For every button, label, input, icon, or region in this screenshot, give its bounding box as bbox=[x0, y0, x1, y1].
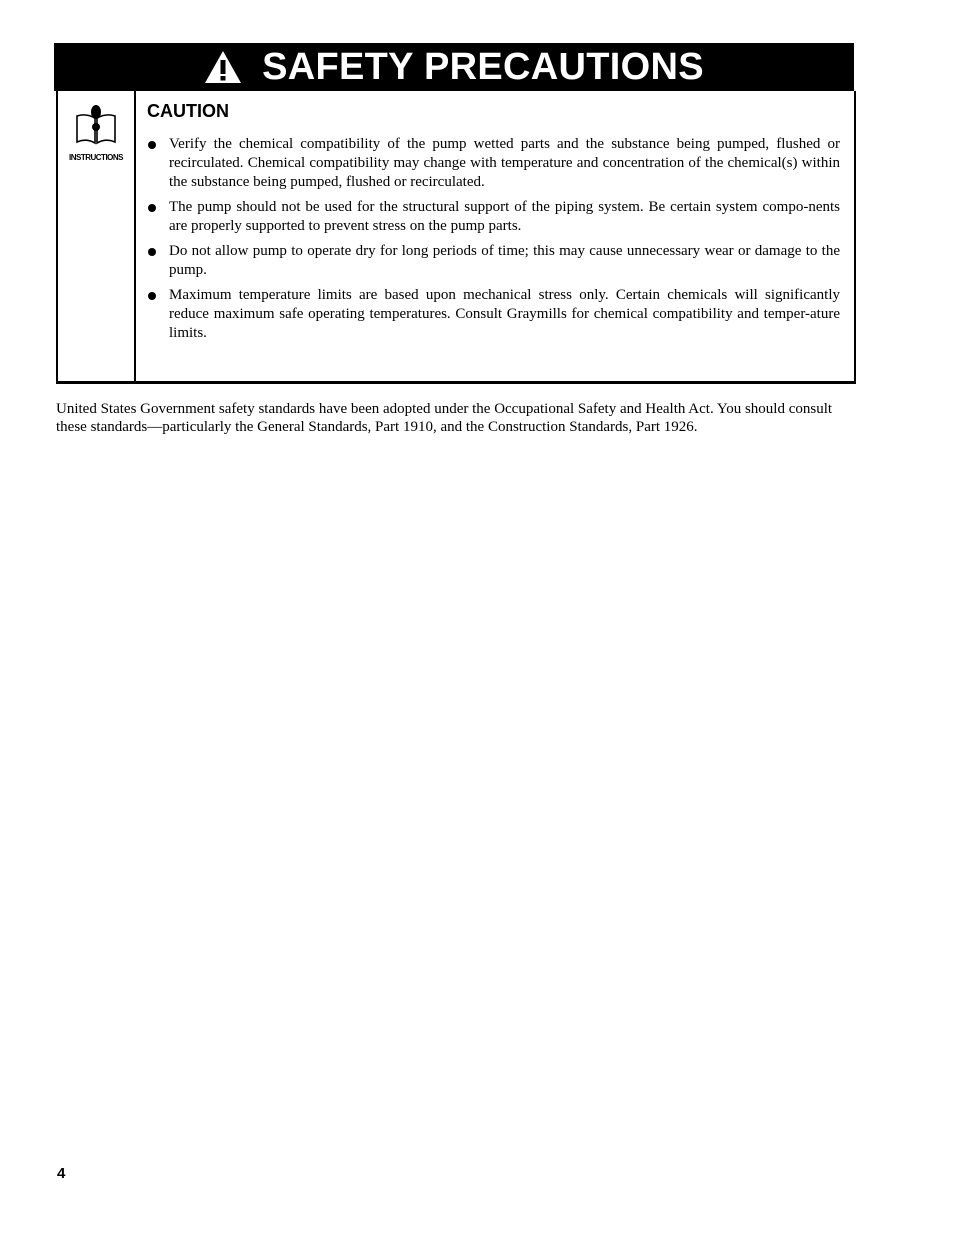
icon-column bbox=[58, 91, 136, 381]
instructions-label: INSTRUCTIONS bbox=[69, 153, 123, 162]
list-item: Do not allow pump to operate dry for long periods of time; this may cause unnecessary wear or damage to the pump. bbox=[144, 242, 840, 280]
bullet-icon bbox=[148, 248, 156, 256]
caution-list bbox=[144, 135, 840, 349]
instructions-book-icon bbox=[74, 104, 118, 148]
bullet-icon bbox=[148, 204, 156, 212]
page-number: 4 bbox=[57, 1165, 66, 1182]
list-item: Verify the chemical compatibility of the pump wetted parts and the substance being pumped, flushed or recirculated. Chemical compatibility may change with temperature and concentration of the chemical(s) within the substance being pumped, flushed or recirculated. bbox=[144, 135, 840, 192]
osha-footnote: United States Government safety standards have been adopted under the Occupational Safety and Health Act. You should consult these standards—particularly the General Standards, Part 1910, and the Construction Standards, Part 1926. bbox=[56, 401, 833, 435]
safety-header bbox=[54, 43, 854, 91]
caution-title: CAUTION bbox=[147, 101, 229, 121]
bullet-icon bbox=[148, 141, 156, 149]
list-item: Maximum temperature limits are based upon mechanical stress only. Certain chemicals will significantly reduce maximum safe operating temperatures. Consult Graymills for chemical compatibility and temper-ature limits. bbox=[144, 286, 840, 343]
bullet-icon bbox=[148, 292, 156, 300]
page-title: SAFETY PRECAUTIONS bbox=[262, 45, 704, 88]
caution-box bbox=[56, 91, 856, 384]
list-item: The pump should not be used for the structural support of the piping system. Be certain system compo-nents are properly supported to prevent stress on the pump parts. bbox=[144, 198, 840, 236]
warning-triangle-icon bbox=[204, 50, 242, 84]
